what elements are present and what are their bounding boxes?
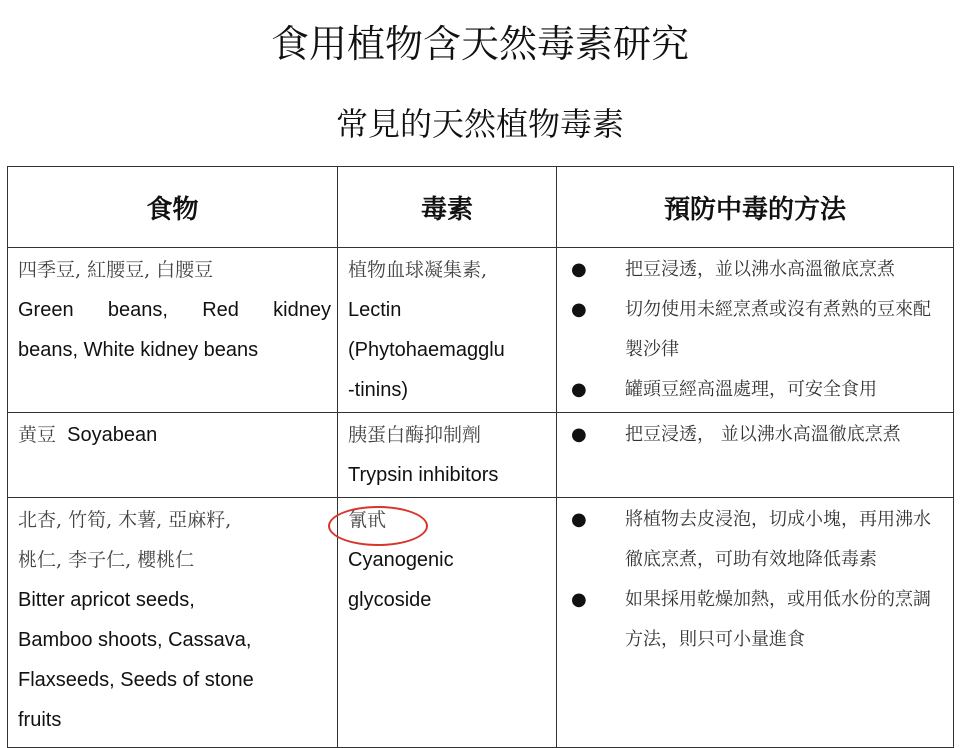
toxin-name-zh: 植物血球凝集素, xyxy=(348,259,488,281)
method-text: 把豆浸透， 並以沸水高溫徹底烹煮 xyxy=(625,424,901,445)
header-food: 食物 xyxy=(8,167,338,248)
food-name-en: Soyabean xyxy=(67,424,158,446)
list-item xyxy=(567,250,953,290)
table-row xyxy=(8,498,954,748)
food-name-zh: 四季豆, 紅腰豆, 白腰豆 xyxy=(18,259,214,281)
list-item xyxy=(567,415,953,455)
bullet-icon: ● xyxy=(571,589,587,610)
food-name-zh: 黄豆 xyxy=(18,424,57,446)
method-text: 罐頭豆經高溫處理，可安全食用 xyxy=(625,379,877,400)
toxin-name-en: Cyanogenic xyxy=(348,549,454,571)
toxin-name-en: (Phytohaemagglu xyxy=(348,339,505,361)
bullet-icon: ● xyxy=(571,424,587,445)
toxin-table xyxy=(7,166,954,748)
method-text: 將植物去皮浸泡，切成小塊，再用沸水徹底烹煮，可助有效地降低毒素 xyxy=(625,509,931,570)
method-text: 把豆浸透，並以沸水高溫徹底烹煮 xyxy=(625,259,895,280)
food-name-zh: 北杏, 竹筍, 木薯, 亞麻籽, xyxy=(18,509,232,531)
food-cell xyxy=(8,413,338,498)
method-text: 如果採用乾燥加熱，或用低水份的烹調方法，則只可小量進食 xyxy=(625,589,931,650)
prevention-cell xyxy=(557,248,954,413)
toxin-cell xyxy=(338,498,557,748)
prevention-cell xyxy=(557,498,954,748)
bullet-icon: ● xyxy=(571,299,587,320)
header-toxin: 毒素 xyxy=(338,167,557,248)
food-name-en: Bitter apricot seeds, xyxy=(18,589,195,611)
list-item xyxy=(567,290,953,370)
bullet-icon: ● xyxy=(571,509,587,530)
toxin-name-en: Lectin xyxy=(348,299,402,321)
table-row xyxy=(8,413,954,498)
food-name-en: Flaxseeds, Seeds of stone xyxy=(18,669,254,691)
toxin-cell xyxy=(338,248,557,413)
header-prevention: 預防中毒的方法 xyxy=(557,167,954,248)
food-name-zh: 桃仁, 李子仁, 櫻桃仁 xyxy=(18,549,195,571)
toxin-name-en: glycoside xyxy=(348,589,432,611)
annotated-toxin xyxy=(348,500,386,540)
bullet-icon: ● xyxy=(571,259,587,280)
toxin-name-zh: 氰甙 xyxy=(348,509,387,531)
page-title: 食用植物含天然毒素研究 xyxy=(270,22,689,66)
method-text: 切勿使用未經烹煮或沒有煮熟的豆來配製沙律 xyxy=(625,299,931,360)
list-item xyxy=(567,370,953,410)
bullet-icon: ● xyxy=(571,379,587,400)
food-name-en: Green beans, Red kidney xyxy=(18,299,331,321)
toxin-name-en: -tinins) xyxy=(348,379,409,401)
food-name-en: beans, White kidney beans xyxy=(18,339,259,361)
prevention-cell xyxy=(557,413,954,498)
table-header-row xyxy=(8,167,954,248)
toxin-name-zh: 胰蛋白酶抑制劑 xyxy=(348,424,482,446)
list-item xyxy=(567,580,953,660)
toxin-name-en: Trypsin inhibitors xyxy=(348,464,499,486)
food-name-en: fruits xyxy=(18,709,62,731)
food-cell xyxy=(8,498,338,748)
food-name-en: Bamboo shoots, Cassava, xyxy=(18,629,252,651)
food-cell xyxy=(8,248,338,413)
toxin-cell xyxy=(338,413,557,498)
list-item xyxy=(567,500,953,580)
page-subtitle: 常見的天然植物毒素 xyxy=(335,105,624,143)
table-row xyxy=(8,248,954,413)
